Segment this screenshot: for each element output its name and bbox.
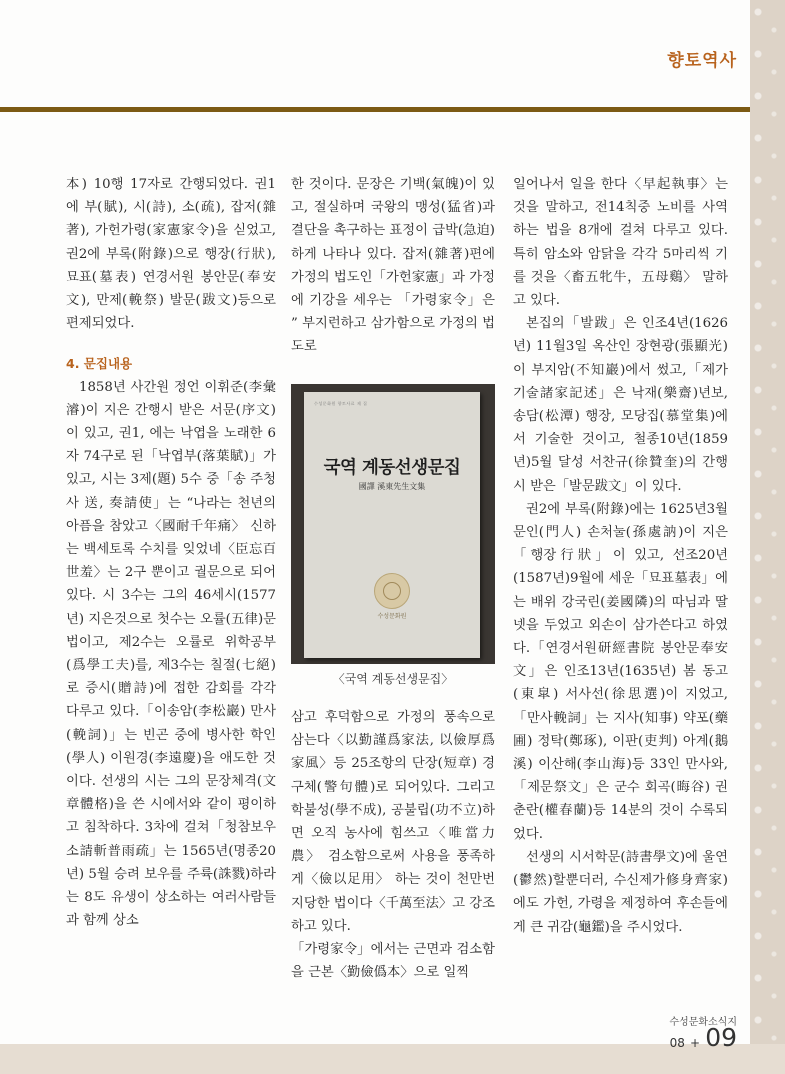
column1-body: 1858년 사간원 정언 이휘준(李彙濬)이 지은 간행시 받은 서문(序文)이 있고, 권1, 에는 낙엽을 노래한 6자 74구로 된「낙엽부(落葉賦)」가 있고, 시는 3제(題) 5수 중「송 주청사 送, 奏請使」는 “나라는 천년의 아픔을 참았고〈國耐千年痛〉 신하는 백세토록 수치를 잊었네〈臣忘百世羞〉는 2구 뿐이고 궐문으로 되어있다. 시 3수는 그의 46세시(1577년) 지은것으로 첫수는 오률(五律)문법이고, 제2수는 오률로 위학공부(爲學工夫)를, 제3수는 칠절(七絕)로 증시(贈詩)에 접한 감회를 각각 다루고 있다.「이송암(李松巖) 만사(輓詞)」는 빈곤 중에 병사한 학인(學人) 이원경(李遠慶)을 애도한 것이다. 선생의 시는 그의 문장체격(文章體格)을 쓴 시에서와 같이 평이하고 침착하다. 3차에 걸쳐「청참보우소請斬普雨疏」는 1565년(명종20년) 5월 승려 보우를 주륙(誅戮)하라는 8도 유생이 상소하는 여러사람들과 함께 상소 <box>66 379 276 929</box>
column-2-bottom <box>291 706 495 984</box>
column3-paragraph-1: 일어나서 일을 한다〈早起執事〉는 것을 말하고, 전14칙중 노비를 사역하는 법을 8개에 걸쳐 다루고 있다. 특히 암소와 암닭을 각각 5마리씩 기를 것을〈畜五牝牛，五母鷄〉 말하고 있다. <box>513 177 728 309</box>
column3-paragraph-4: 선생의 시서학문(詩書學文)에 울연(鬱然)할뿐더러, 수신제가修身齊家)에도 가헌, 가령을 제정하여 후손들에게 큰 귀감(龜鑑)을 주시었다. <box>513 849 728 935</box>
decorative-bottom-strip <box>0 1044 785 1074</box>
column-1 <box>66 173 276 933</box>
magazine-name: 수성문화소식지 <box>669 1017 737 1028</box>
header-rule <box>0 107 750 112</box>
column1-top-paragraph: 本) 10행 17자로 간행되었다. 권1에 부(賦), 시(詩), 소(疏), 잡저(雜著), 가헌가령(家憲家令)을 싣었고, 권2에 부록(附錄)으로 행장(行狀), 묘표(墓表) 연경서원 봉안문(奉安文), 만제(輓祭) 발문(跋文)등으로 편제되었다. <box>66 177 276 332</box>
column-2-top <box>291 173 495 359</box>
book-cover <box>304 392 480 658</box>
book-subtitle: 國譯 溪東先生文集 <box>358 482 426 491</box>
book-photo <box>291 384 495 664</box>
book-header-text: 수성문화원 향토사료 제 집 <box>314 401 368 406</box>
book-title: 국역 계동선생문집 <box>323 458 461 478</box>
page-numbers <box>670 1025 737 1050</box>
column3-paragraph-3: 권2에 부록(附錄)에는 1625년3월 문인(門人) 손처눌(孫處訥)이 지은「행장行狀」이 있고, 선조20년(1587년)9월에 세운「묘표墓表」에는 배위 강국린(姜國隣)의 따님과 딸넷을 두었고 외손이 삼가쓴다고 하였다.「연경서원研經書院 봉안문奉安文」은 인조13년(1635년) 봄 동고(東皐) 서사선(徐思選)이 지었고,「만사輓詞」는 지사(知事) 약포(藥圃) 정탁(鄭琢), 이판(吏判) 아계(鵝溪) 이산해(李山海)등 33인 만사와,「제문祭文」은 군수 회곡(晦谷) 권춘란(權春蘭)등 14분의 것이 수록되었다. <box>513 501 728 842</box>
column-3 <box>513 173 728 939</box>
page-number-left: 08 <box>669 1036 685 1050</box>
page-number-separator: + <box>690 1036 701 1050</box>
section-title: 향토역사 <box>667 51 737 71</box>
section-heading: 4. 문집내용 <box>66 356 133 372</box>
figure-caption: 〈국역 계동선생문집〉 <box>332 672 454 686</box>
page-number-right: 09 <box>705 1023 737 1052</box>
column2-bottom-paragraph-1: 삼고 후덕함으로 가정의 풍속으로 삼는다〈以勤謹爲家法, 以儉厚爲家風〉등 25조항의 단장(短章) 경구체(警句體)로 되어있다. 그리고 학불성(學不成), 공불립(功不立)하면 오직 농사에 힘쓰고〈唯當力農〉 검소함으로써 사용을 풍족하게〈儉以足用〉 하는 것이 천만번 지당한 법이다〈千萬至法〉고 강조하고 있다. <box>291 710 495 934</box>
column2-bottom-paragraph-2: 「가령家令」에서는 근면과 검소함을 근본〈勤儉僞本〉으로 일찍 <box>291 942 495 981</box>
publisher-seal-icon <box>374 573 410 609</box>
column3-paragraph-2: 본집의「발跋」은 인조4년(1626년) 11월3일 옥산인 장현광(張顯光)이 부지암(不知巖)에서 썼고,「제가기술諸家記述」은 낙재(樂齋)년보, 송담(松潭) 행장, 모당집(慕堂集)에서 기술한 것이고, 철종10년(1859년)5월 달성 서찬규(徐贊奎)의 간행시 받은「발문跋文」이 있다. <box>513 316 728 494</box>
column2-top-paragraph: 한 것이다. 문장은 기백(氣魄)이 있고, 절실하며 국왕의 맹성(猛省)과 결단을 촉구하는 표정이 급박(急迫)하게 나타나 있다. 잡저(雜著)편에 가정의 법도인「가헌家憲」과 가정에 기강을 세우는 「가령家令」은 ” 부지런하고 삼가함으로 가정의 법도로 <box>291 177 495 355</box>
book-publisher: 수성문화원 <box>377 613 407 620</box>
decorative-side-strip <box>750 0 785 1074</box>
